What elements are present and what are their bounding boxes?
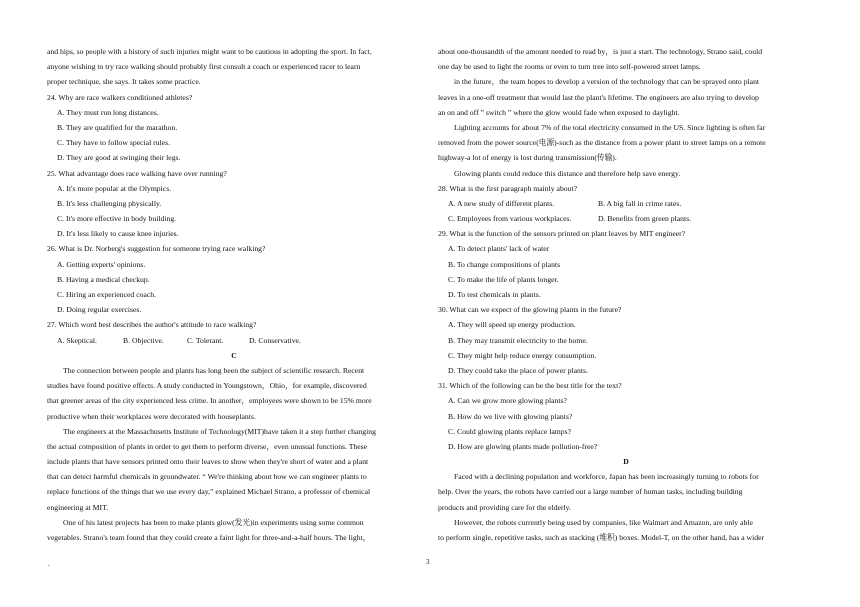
text-line: One of his latest projects has been to make plants glow(发光)in experiments using some common [63, 517, 364, 527]
text-line: highway-a lot of energy is lost during transmission(传输). [438, 153, 617, 163]
option-row [47, 333, 421, 348]
stray-mark: . [48, 560, 50, 568]
text-line: replace functions of the things that we use every day,” explained Michael Strano, a professor of chemical [47, 487, 371, 497]
text-line: Faced with a declining population and workforce, Japan has been increasingly turning to robots for [454, 472, 759, 482]
option: C. Employees from various workplaces. [448, 214, 572, 224]
text-line: vegetables. Strano's team found that they could create a faint light for three-and-a-half hours. The light， [47, 533, 371, 542]
text-line: productive when their workplaces were decorated with houseplants. [47, 411, 256, 421]
option: A. Can we grow more glowing plants? [448, 396, 567, 406]
option: B. A big fall in crime rates. [598, 198, 682, 208]
text-line: However, the robots currently being used by companies, like Walmart and Amazon, are only able [454, 517, 753, 527]
option: A. They will speed up energy production. [448, 320, 576, 330]
text-line: the actual composition of plants in order to get them to perform diverse，even unusual functions. These [47, 441, 368, 451]
text-line: and hips, so people with a history of such injuries might want to be cautious in adopting the sport. In fact, [47, 47, 372, 56]
option: A. To detect plants' lack of water [448, 244, 550, 254]
text-line: to perform single, repetitive tasks, such as stacking (堆积) boxes. Model-T, on the other hand, has a wider [438, 533, 765, 542]
text-line: studies have found positive effects. A study conducted in Youngstown，Ohio，for example, discovered [47, 381, 367, 391]
question-31: 31. Which of the following can be the best title for the text? [438, 381, 622, 391]
option-row [438, 211, 814, 226]
text-line: engineering at MIT. [47, 502, 109, 512]
text-line: about one-thousandth of the amount needed to read by，is just a start. The technology, Strano said, could [438, 47, 763, 56]
text-line: The engineers at the Massachusetts Institute of Technology(MIT)have taken it a step further changing [63, 426, 376, 436]
text-line: proper technique, she says. It takes some practice. [47, 77, 201, 87]
question-30: 30. What can we expect of the glowing plants in the future? [438, 305, 622, 315]
option: B. It's less challenging physically. [57, 198, 162, 208]
option: A. It's more popular at the Olympics. [57, 183, 172, 193]
left-column [47, 44, 421, 545]
text-line: removed from the power source(电源)-such as the distance from a power plant to street lamps on a remote [438, 138, 766, 148]
text-line: The connection between people and plants has long been the subject of scientific research. Recent [63, 365, 365, 375]
option: A. Getting experts' opinions. [57, 259, 146, 269]
section-heading-d: D [623, 457, 629, 467]
text-line: anyone wishing to try race walking should probably first consult a coach or experienced racer to learn [47, 62, 361, 72]
option: D. Doing regular exercises. [57, 305, 142, 315]
text-line: that can detect harmful chemicals in groundwater. “ We're thinking about how we can engineer plants to [47, 472, 367, 482]
question-25: 25. What advantage does race walking have over running? [47, 168, 227, 178]
question-26: 26. What is Dr. Norberg's suggestion for someone trying race walking? [47, 244, 266, 254]
option: C. To make the life of plants longer. [448, 274, 559, 284]
question-24: 24. Why are race walkers conditioned athletes? [47, 92, 193, 102]
text-line: Lighting accounts for about 7% of the total electricity consumed in the US. Since lighting is often far [454, 122, 766, 132]
option: B. Having a medical checkup. [57, 274, 150, 284]
question-29: 29. What is the function of the sensors printed on plant leaves by MIT engineer? [438, 229, 686, 239]
question-28: 28. What is the first paragraph mainly about? [438, 183, 578, 193]
option: C. Hiring an experienced coach. [57, 290, 157, 299]
option: C. It's more effective in body building. [57, 214, 177, 224]
text-line: include plants that have sensors printed onto their leaves to show when they're short of water and a plant [47, 457, 369, 467]
option: C. Could glowing plants replace lamps? [448, 426, 571, 436]
option: A. A new study of different plants. [448, 198, 555, 208]
option: D. It's less likely to cause knee injuries. [57, 229, 179, 239]
option: D. To test chemicals in plants. [448, 290, 541, 299]
text-line: leaves in a one-off treatment that would last the plant's lifetime. The engineers are also trying to develop [438, 92, 759, 102]
question-27: 27. Which word best describes the author's attitude to race walking? [47, 320, 257, 330]
text-line: in the future，the team hopes to develop a version of the technology that can be sprayed onto plant [454, 77, 760, 87]
option: D. How are glowing plants made pollution-free? [448, 441, 598, 451]
option: D. Benefits from green plants. [598, 214, 692, 224]
section-heading-c: C [231, 350, 237, 360]
option: B. They are qualified for the marathon. [57, 122, 178, 132]
text-line: help. Over the years, the robots have carried out a large number of human tasks, including building [438, 487, 743, 497]
option: D. They could take the place of power plants. [448, 365, 588, 375]
page-number: 3 [426, 558, 430, 566]
text-line: that greener areas of the city experienced less crime. In another，employees were shown to be 15% more [47, 396, 372, 406]
option: A. They must run long distances. [57, 107, 159, 117]
option: B. How do we live with glowing plants? [448, 411, 573, 421]
option: C. They have to follow special rules. [57, 138, 171, 148]
option: C. They might help reduce energy consumption. [448, 350, 597, 360]
text-line: an on and off ” switch ” where the glow would fade when exposed to daylight. [438, 107, 680, 117]
text-line: Glowing plants could reduce this distance and therefore help save energy. [454, 168, 681, 178]
text-line: products and providing care for the elderly. [438, 502, 571, 512]
text-line: one day be used to light the rooms or even to turn tree into self-powered street lamps. [438, 62, 701, 72]
option: D. They are good at swinging their legs. [57, 153, 181, 163]
option: B. They may transmit electricity to the home. [448, 335, 588, 345]
option: B. Objective. [123, 335, 164, 345]
option: D. Conservative. [249, 335, 301, 345]
option: A. Skeptical. [57, 335, 97, 345]
option: B. To change compositions of plants [448, 259, 561, 269]
option-row [438, 196, 814, 211]
right-column [438, 44, 814, 545]
option: C. Tolerant. [187, 335, 224, 345]
